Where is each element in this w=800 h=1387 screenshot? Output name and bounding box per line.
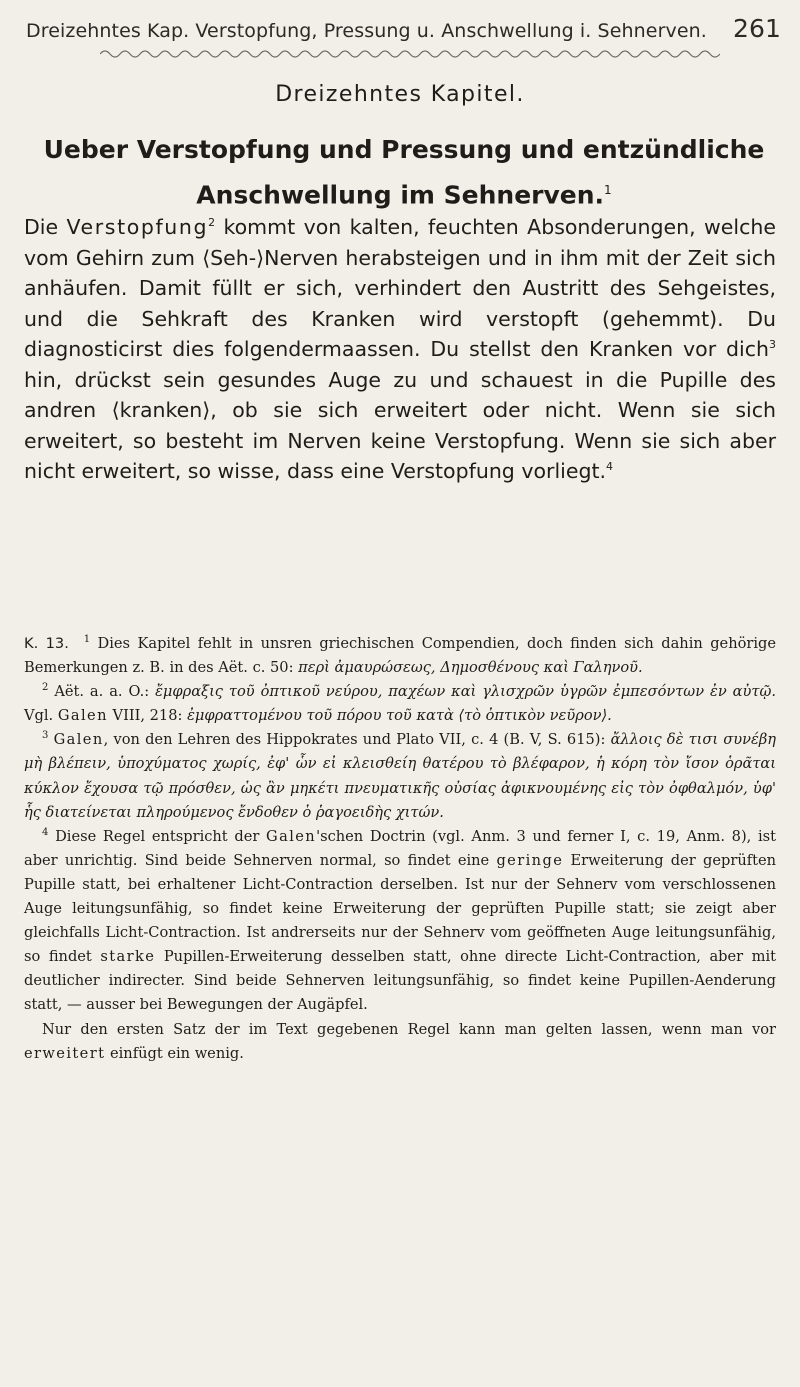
chapter-title-line1: Ueber Verstopfung und Pressung und entzündliche xyxy=(43,135,765,164)
chapter-title-line2-text: Anschwellung im Sehnerven. xyxy=(196,180,605,210)
running-head xyxy=(26,14,781,43)
footnote-3 xyxy=(24,728,776,824)
footnote-text: VIII, 218: xyxy=(112,707,183,725)
footnote-text: , von den Lehren des Hippokrates und Plato VII, c. 4 (B. V, S. 615): xyxy=(103,731,606,749)
footnote-1 xyxy=(24,632,776,680)
page-number: 261 xyxy=(732,14,781,43)
greek-quote: περὶ ἀμαυρώσεως, Δημοσθένους καὶ Γαληνοῦ. xyxy=(298,659,643,677)
footnote-text: Aët. a. a. O.: xyxy=(54,683,150,701)
footnote-text: Pupillen-Erweiterung desselben statt, ohne directe Licht-Contraction, aber mit deutlicher indirecter. Sind beide Sehnerven leitungsunfähig, so findet keine Pupillen-Aenderung statt, — ausser bei Bewegungen der Augäpfel. xyxy=(24,948,777,1014)
footnote-text: Diese Regel entspricht der xyxy=(55,827,260,845)
footnote-emphasis: erweitert xyxy=(24,1044,106,1062)
footnote-text: 'schen Doctrin (vgl. Anm. 3 und ferner I, c. 19, Anm. 8), ist aber unrichtig. Sind beide Sehnerven normal, so findet eine xyxy=(24,827,777,869)
main-paragraph xyxy=(24,212,776,487)
body-emphasis: Verstopfung xyxy=(66,215,209,239)
body-text: kommt von kalten, feuchten Absonderungen, welche vom Gehirn zum ⟨Seh-⟩Nerven herabsteigen und in ihm mit der Zeit sich anhäufen. Damit füllt er sich, verhindert den Austritt des Sehgeistes, und die Sehkraft des Kranken wird verstopft (gehemmt). Du diagnosticirst dies folgendermaassen. Du stellst den Kranken vor dich xyxy=(24,215,776,361)
footnote-text: Erweiterung der geprüften Pupille statt, bei erhaltener Licht-Contraction derselben. Ist nur der Sehnerv vom verschlossenen Auge leitungsunfähig, so findet keine Erweiterung der geprüften Pupille statt; sie zeigt aber gleichfalls Licht-Contraction. Ist andrerseits nur der Sehnerv vom geöffneten Auge leitungsunfähig, so findet xyxy=(24,851,777,966)
footnote-text: Vgl. xyxy=(24,707,54,725)
footnote-emphasis: starke xyxy=(100,948,156,966)
footnote-number: 2 xyxy=(42,682,49,694)
author-name: Galen xyxy=(53,731,104,749)
footnote-ref: 3 xyxy=(769,338,776,352)
footnote-2 xyxy=(24,680,776,728)
body-text: hin, drückst sein gesundes Auge zu und schauest in die Pupille des andren ⟨kranken⟩, ob sie sich erweitert oder nicht. Wenn sie sich erweitert, so besteht im Nerven keine Verstopfung. Wenn sie sich aber nicht erweitert, so wisse, dass eine Verstopfung vorliegt. xyxy=(24,367,776,483)
footnote-4-continued xyxy=(24,1018,776,1066)
chapter-title-line2 xyxy=(24,170,784,215)
ornamental-rule xyxy=(100,48,720,60)
footnote-text: Dies Kapitel fehlt in unsren griechischen Compendien, doch finden sich dahin gehörige Bemerkungen z. B. in des Aët. c. 50: xyxy=(24,635,776,677)
author-name: Galen xyxy=(266,827,317,845)
body-text: Die xyxy=(24,215,59,239)
footnote-text: einfügt ein wenig. xyxy=(110,1044,244,1062)
author-name: Galen xyxy=(57,707,108,725)
footnote-ref: 2 xyxy=(208,216,216,230)
greek-quote: ἔμφραξις τοῦ ὀπτικοῦ νεύρου, παχέων καὶ γλισχρῶν ὑγρῶν ἐμπεσόντων ἐν αὐτῷ. xyxy=(155,683,776,701)
footnote-ref: 1 xyxy=(604,183,612,197)
chapter-label: Dreizehntes Kapitel. xyxy=(275,82,525,107)
footnote-number: 3 xyxy=(42,730,49,742)
footnote-number: 1 xyxy=(83,634,91,646)
greek-quote: ἐμφραττομένου τοῦ πόρου τοῦ κατὰ ⟨τὸ ὀπτικὸν νεῦρον⟩. xyxy=(187,707,612,725)
chapter-title xyxy=(24,130,784,215)
footnote-text: Nur den ersten Satz der im Text gegebenen Regel kann man gelten lassen, wenn man vor xyxy=(42,1020,776,1038)
footnote-section-label: K. 13. xyxy=(24,635,69,652)
footnote-ref: 4 xyxy=(606,460,614,474)
running-head-title: Dreizehntes Kap. Verstopfung, Pressung u. Anschwellung i. Sehnerven. xyxy=(26,20,707,42)
footnote-emphasis: geringe xyxy=(496,851,564,869)
footnote-4 xyxy=(24,825,776,1018)
footnote-number: 4 xyxy=(42,826,49,838)
footnotes xyxy=(24,632,776,1066)
greek-quote: ἄλλοις δὲ τισι συνέβη μὴ βλέπειν, ὑποχύματος χωρίς, ἐφ' ὧν εἰ κλεισθείη θατέρου τὸ βλέφαρον, ἡ κόρη τὸν ἴσον ὁρᾶται κύκλον ἔχουσα τῷ πρόσθεν, ὡς ἂν μηκέτι πνευματικῆς οὐσίας ἀφικνουμένης εἰς τὸν ὀφθαλμόν, ὑφ' ἧς διατείνεται πληρούμενος ἔνδοθεν ὁ ῥαγοειδὴς χιτών. xyxy=(24,731,776,821)
